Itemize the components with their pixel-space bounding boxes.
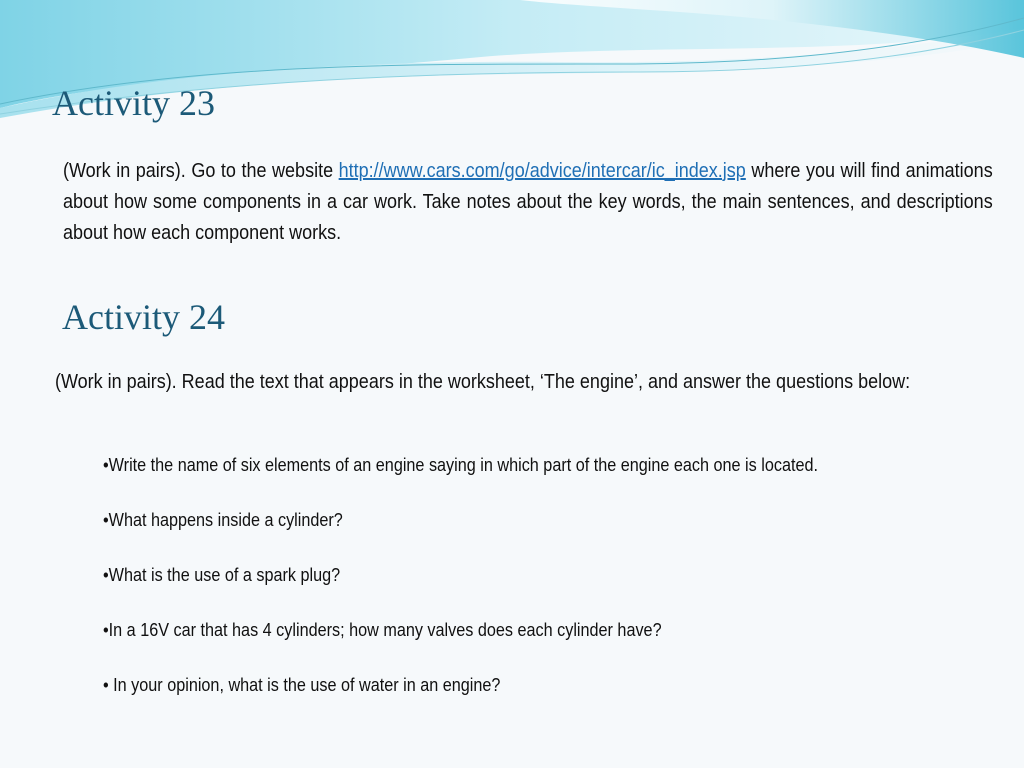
question-item: •What is the use of a spark plug? xyxy=(103,565,341,585)
activity-24-instructions: (Work in pairs). Read the text that appears in the worksheet, ‘The engine’, and answer the questions below: xyxy=(55,371,911,393)
question-item: •In a 16V car that has 4 cylinders; how many valves does each cylinder have? xyxy=(103,620,662,640)
question-item: •What happens inside a cylinder? xyxy=(103,510,343,530)
activity-24-title: Activity 24 xyxy=(62,297,225,337)
cars-website-link[interactable]: http://www.cars.com/go/advice/intercar/ic_index.jsp xyxy=(338,160,746,182)
activity-23-title: Activity 23 xyxy=(52,83,215,123)
activity-23-text-after: where you will find animations about how some components in a car work. Take notes about the key words, the main sentences, and descriptions about how each component works. xyxy=(63,160,993,244)
activity-23-text-before: (Work in pairs). Go to the website xyxy=(63,160,339,182)
question-item: •Write the name of six elements of an engine saying in which part of the engine each one is located. xyxy=(103,455,819,475)
question-list xyxy=(103,452,898,727)
activity-23-instructions xyxy=(63,156,993,249)
question-item: • In your opinion, what is the use of water in an engine? xyxy=(103,675,501,695)
